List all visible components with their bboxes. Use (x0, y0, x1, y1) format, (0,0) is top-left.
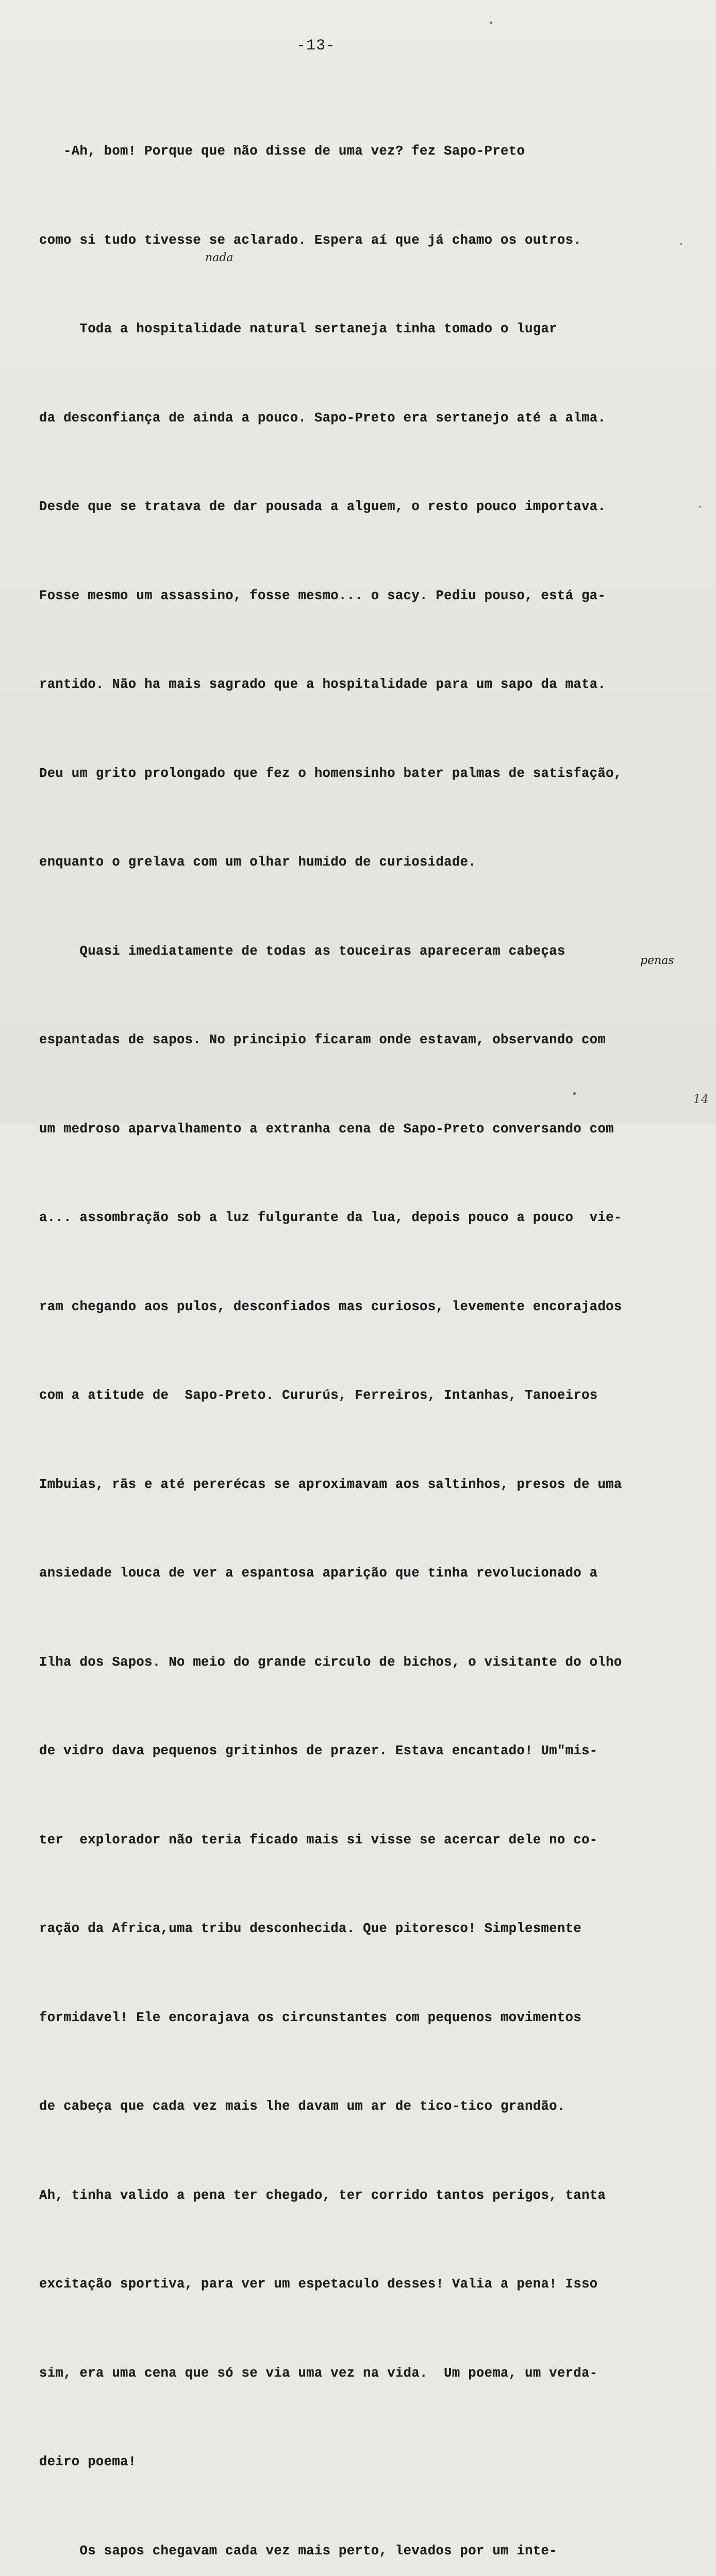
text-line: como si tudo tivesse se aclarado. Espera aí que já chamo os outros. (39, 232, 582, 248)
paper-speck (573, 1092, 576, 1095)
text-line: rantido. Não ha mais sagrado que a hospitalidade para um sapo da mata. (39, 677, 606, 692)
text-line: da desconfiança de ainda a pouco. Sapo-Preto era sertanejo até a alma. (39, 410, 606, 426)
text-line: Fosse mesmo um assassino, fosse mesmo... o sacy. Pediu pouso, está ga- (39, 588, 606, 603)
text-line: a... assombração sob a luz fulgurante da lua, depois pouco a pouco vie- (39, 1210, 622, 1225)
margin-annotation: penas (640, 954, 674, 967)
text-line: sim, era uma cena que só se via uma vez na vida. Um poema, um verda- (39, 2365, 598, 2381)
text-line: ansiedade louca de ver a espantosa aparição que tinha revolucionado a (39, 1566, 598, 1581)
text-line: Imbuias, rãs e até pererécas se aproximavam aos saltinhos, presos de uma (39, 1477, 622, 1492)
text-line: de vidro dava pequenos gritinhos de prazer. Estava encantado! Um"mis- (39, 1743, 598, 1758)
text-line: ram chegando aos pulos, desconfiados mas curiosos, levemente encorajados (39, 1299, 622, 1314)
text-line: um medroso aparvalhamento a extranha cena de Sapo-Preto conversando com (39, 1121, 614, 1137)
paper-speck (680, 243, 682, 245)
text-line: deiro poema! (39, 2454, 137, 2469)
page-number: -13- (296, 37, 336, 55)
text-line: formidavel! Ele encorajava os circunstantes com pequenos movimentos (39, 2010, 582, 2025)
typewritten-body (39, 77, 689, 2576)
text-line: excitação sportiva, para ver um espetaculo desses! Valia a pena! Isso (39, 2277, 598, 2292)
paper-speck (490, 22, 492, 24)
interlinear-annotation: nada (205, 251, 234, 264)
text-line: ração da Africa,uma tribu desconhecida. Que pitoresco! Simplesmente (39, 1921, 582, 1936)
text-line: ter explorador não teria ficado mais si visse se acercar dele no co- (39, 1832, 598, 1848)
text-line: -Ah, bom! Porque que não disse de uma vez? fez Sapo-Preto (39, 144, 525, 159)
text-line: de cabeça que cada vez mais lhe davam um ar de tico-tico grandão. (39, 2099, 565, 2114)
text-line: Os sapos chegavam cada vez mais perto, levados por um inte- (39, 2543, 557, 2558)
text-line: Desde que se tratava de dar pousada a alguem, o resto pouco importava. (39, 499, 606, 514)
text-line: Quasi imediatamente de todas as touceiras apareceram cabeças (39, 943, 565, 959)
corner-mark: 14 (693, 1092, 709, 1106)
text-line: Toda a hospitalidade natural sertaneja tinha tomado o lugar (39, 321, 557, 336)
text-line: Ilha dos Sapos. No meio do grande circulo de bichos, o visitante do olho (39, 1654, 622, 1670)
text-line: enquanto o grelava com um olhar humido de curiosidade. (39, 855, 476, 870)
paper-speck (699, 506, 701, 507)
text-line: Ah, tinha valido a pena ter chegado, ter corrido tantos perigos, tanta (39, 2188, 606, 2203)
text-line: com a atitude de Sapo-Preto. Cururús, Ferreiros, Intanhas, Tanoeiros (39, 1388, 598, 1403)
text-line: Deu um grito prolongado que fez o homensinho bater palmas de satisfação, (39, 766, 622, 781)
text-line: espantadas de sapos. No principio ficaram onde estavam, observando com (39, 1032, 606, 1047)
